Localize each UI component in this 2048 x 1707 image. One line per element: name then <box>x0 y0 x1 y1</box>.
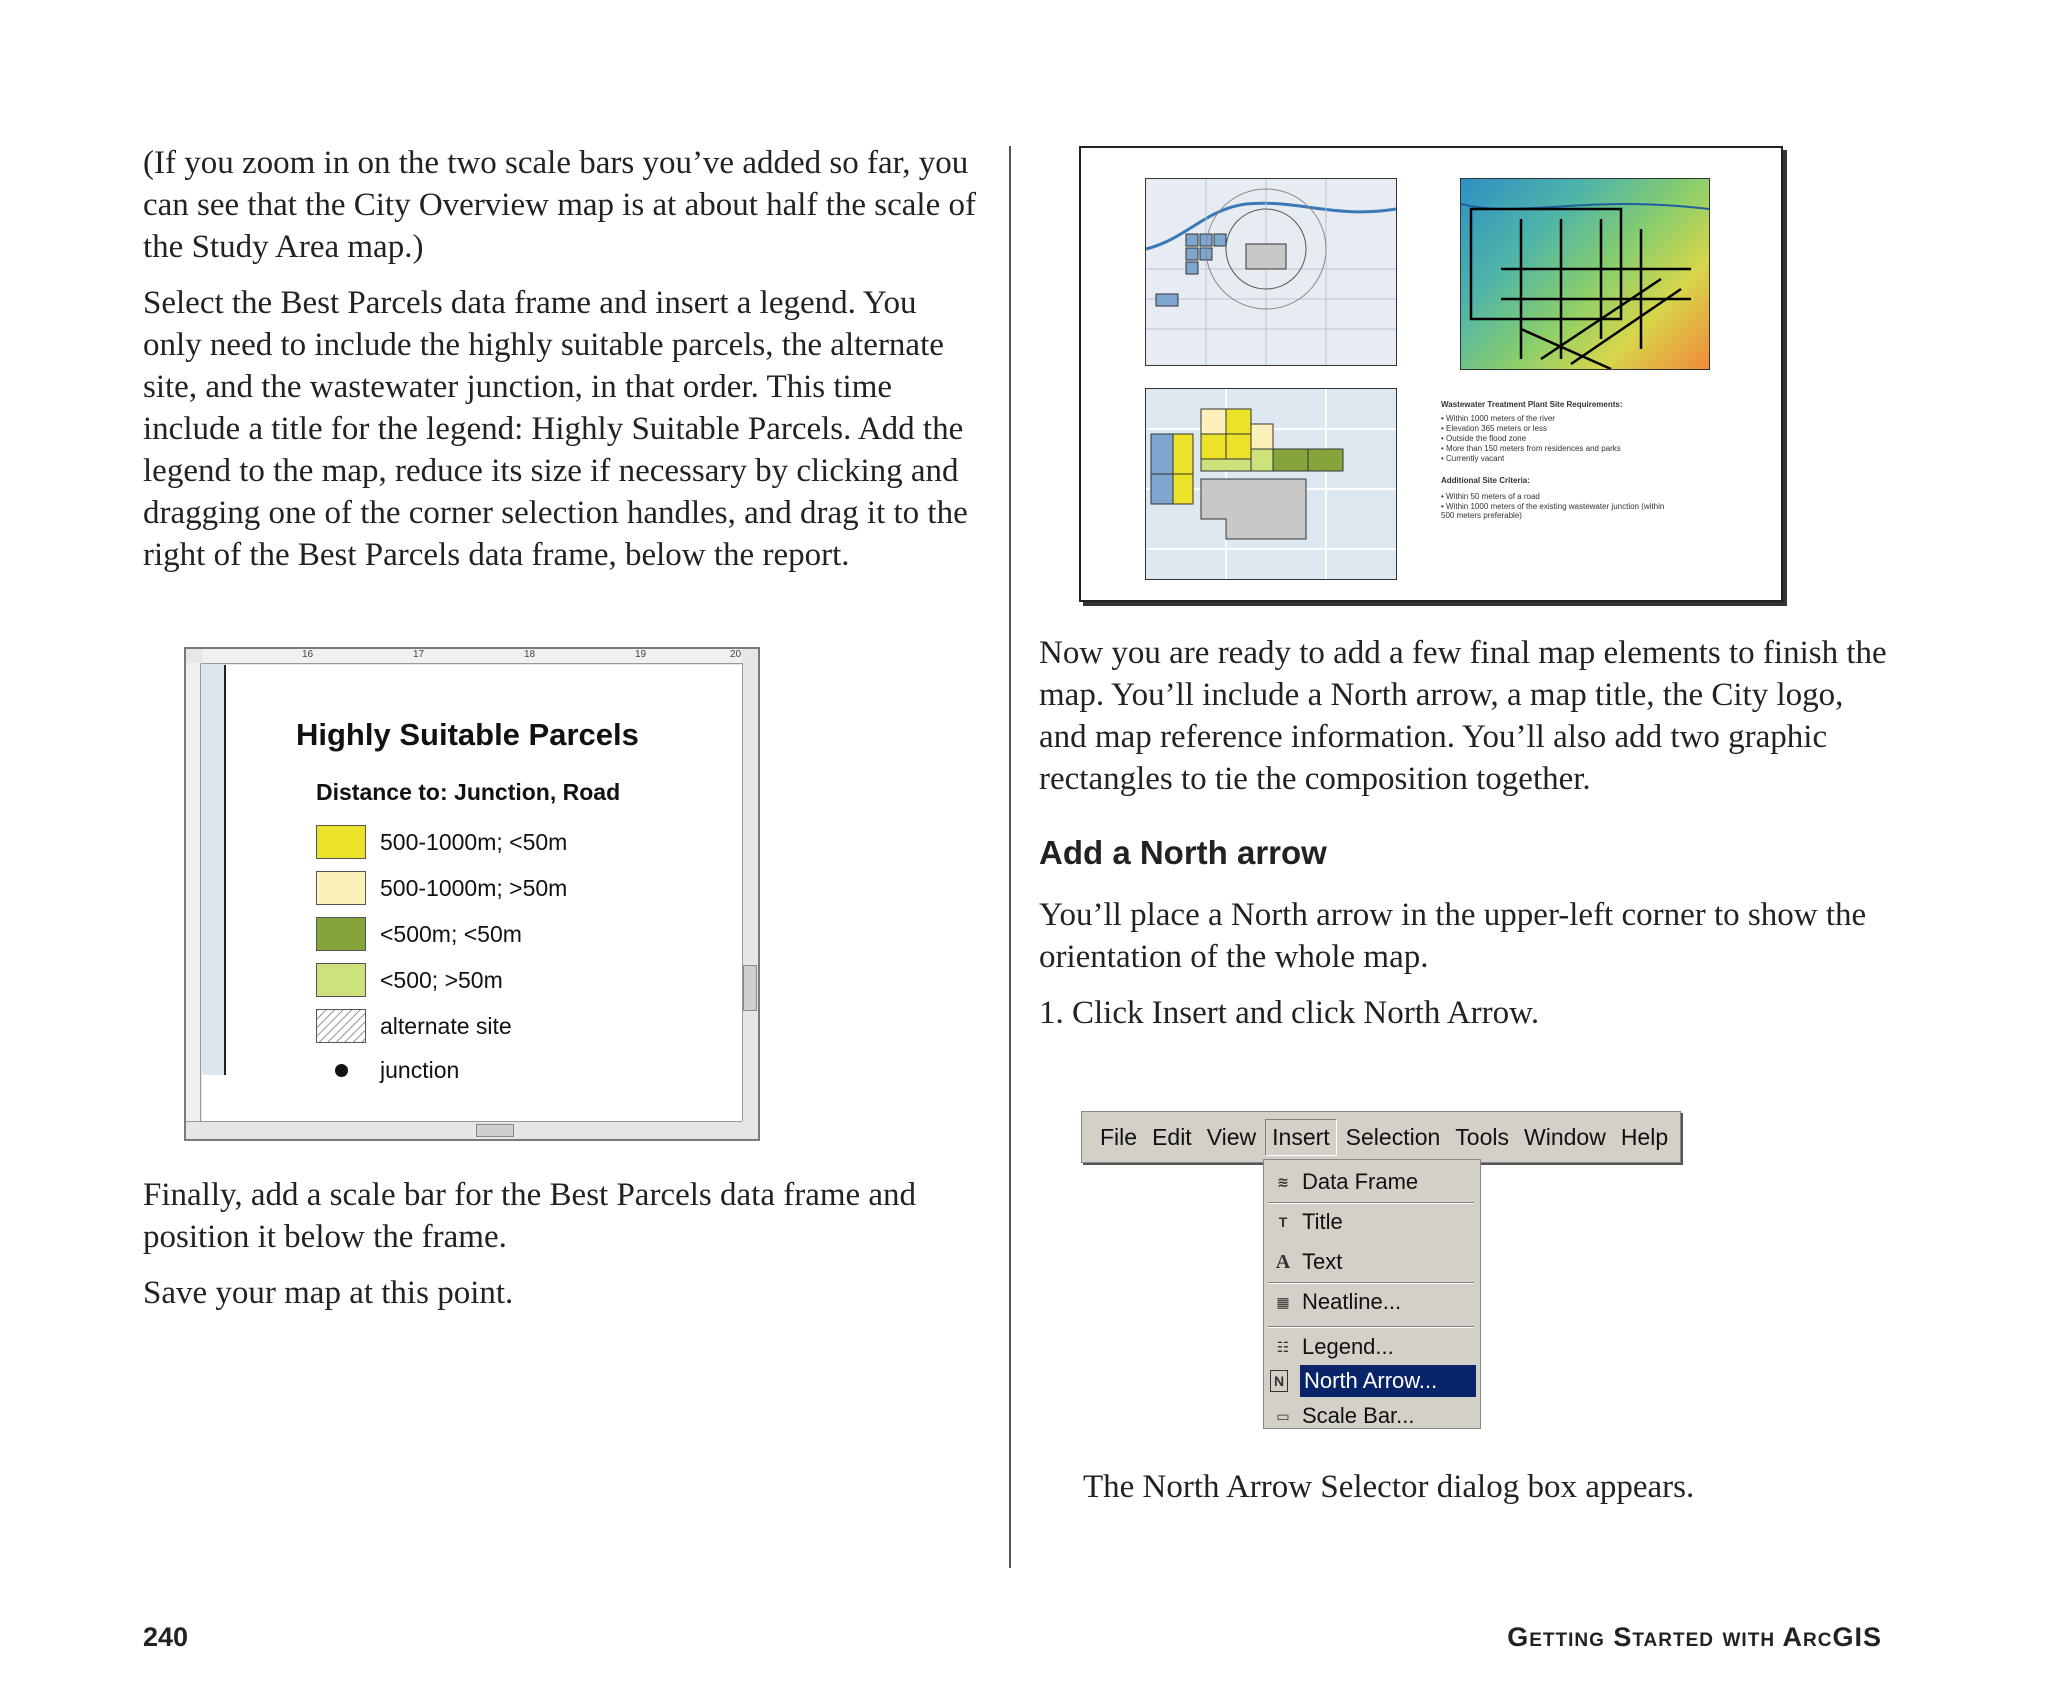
scroll-thumb[interactable] <box>476 1124 514 1137</box>
horizontal-ruler <box>202 649 742 664</box>
step-1: 1. Click Insert and click North Arrow. <box>1039 995 1540 1031</box>
additional-criteria-title: Additional Site Criteria: <box>1441 476 1530 485</box>
paragraph-north-arrow: You’ll place a North arrow in the upper-left corner to show the orientation of the whole map. <box>1039 897 1867 975</box>
map-layout-preview <box>1079 146 1783 602</box>
paragraph-zoom-note: (If you zoom in on the two scale bars you’ve added so far, you can see that the City Overview map is at about half the scale of the Study Area map.) <box>143 145 976 265</box>
legend-item-label: junction <box>380 1056 460 1083</box>
menu-insert[interactable]: Insert <box>1265 1119 1337 1156</box>
ruler-tick: 19 <box>635 649 647 660</box>
section-heading: Add a North arrow <box>1039 834 1327 871</box>
menu-item-north-arrow[interactable] <box>1273 1365 1476 1397</box>
legend-icon: ☷ <box>1276 1338 1290 1355</box>
legend-item <box>316 1053 459 1087</box>
legend-item <box>316 825 567 859</box>
menu-item-label: Title <box>1302 1209 1343 1234</box>
paragraph-scale-bar: Finally, add a scale bar for the Best Parcels data frame and position it below the frame. <box>143 1177 917 1255</box>
menu-item-label: North Arrow... <box>1304 1368 1438 1393</box>
menu-item-label: Neatline... <box>1302 1289 1402 1314</box>
ruler-tick: 20 <box>730 649 742 660</box>
menu-separator <box>1268 1326 1474 1328</box>
caption-dialog-appears: The North Arrow Selector dialog box appears. <box>1083 1469 1695 1505</box>
legend-item-label: <500m; <50m <box>380 920 522 947</box>
scroll-thumb[interactable] <box>743 965 757 1011</box>
vertical-ruler <box>186 663 201 1121</box>
menu-help[interactable]: Help <box>1620 1123 1669 1150</box>
report-item: • Outside the flood zone <box>1441 434 1527 443</box>
title-icon: T <box>1278 1214 1288 1230</box>
menu-view[interactable]: View <box>1206 1123 1257 1150</box>
menu-edit[interactable]: Edit <box>1152 1123 1192 1150</box>
additional-criteria-item: • Within 50 meters of a road <box>1441 492 1540 501</box>
text-icon: A <box>1275 1250 1291 1273</box>
legend-canvas <box>202 665 742 1121</box>
column-divider <box>1009 146 1011 1568</box>
insert-dropdown-menu <box>1263 1159 1481 1429</box>
menu-item-neatline[interactable] <box>1266 1286 1476 1318</box>
additional-criteria-item: • Within 1000 meters of the existing wastewater junction (within 500 meters preferable) <box>1441 502 1665 520</box>
best-parcels-map <box>1146 389 1396 579</box>
legend-item <box>316 871 567 905</box>
legend-item <box>316 917 522 951</box>
menu-separator <box>1268 1202 1474 1204</box>
report-item: • Currently vacant <box>1441 454 1505 463</box>
legend-item-label: 500-1000m; >50m <box>380 874 568 901</box>
menu-item-data-frame[interactable] <box>1266 1166 1476 1198</box>
legend-item <box>316 963 503 997</box>
scale-bar-icon: ▭ <box>1276 1407 1290 1424</box>
legend-subtitle: Distance to: Junction, Road <box>316 779 621 805</box>
menu-item-text[interactable] <box>1266 1246 1476 1278</box>
legend-item-label: alternate site <box>380 1012 512 1039</box>
menu-window[interactable]: Window <box>1524 1123 1606 1150</box>
paragraph-final-elements: Now you are ready to add a few final map elements to finish the map. You’ll include a North arrow, a map title, the City logo, and map reference information. You’ll also add two graphic rectangles to tie the composition together. <box>1039 635 1887 797</box>
paragraph-insert-legend: Select the Best Parcels data frame and insert a legend. You only need to include the highly suitable parcels, the alternate site, and the wastewater junction, in that order. This time include a title for the legend: Highly Suitable Parcels. Add the legend to the map, reduce its size if necessary by clicking and dragging one of the corner selection handles, and drag it to the right of the Best Parcels data frame, below the report. <box>143 285 968 573</box>
legend-item-label: <500; >50m <box>380 966 503 993</box>
legend-swatch-hatched <box>316 1009 366 1043</box>
report-title: Wastewater Treatment Plant Site Requirements: <box>1441 400 1623 409</box>
data-frame-icon: ≋ <box>1277 1173 1289 1190</box>
menu-separator <box>1268 1282 1474 1284</box>
neatline-icon: ▦ <box>1276 1293 1290 1310</box>
study-area-map <box>1461 179 1709 369</box>
ruler-tick: 17 <box>413 649 425 660</box>
city-overview-frame <box>1145 178 1397 366</box>
menu-item-title[interactable] <box>1266 1206 1476 1238</box>
vertical-scrollbar[interactable] <box>742 663 758 1121</box>
menu-item-label: Legend... <box>1302 1334 1394 1359</box>
study-area-frame <box>1460 178 1710 370</box>
paragraph-save: Save your map at this point. <box>143 1275 514 1311</box>
menu-tools[interactable]: Tools <box>1455 1123 1509 1150</box>
legend-swatch <box>316 917 366 951</box>
legend-swatch <box>316 871 366 905</box>
ruler-tick: 18 <box>524 649 536 660</box>
junction-dot-icon <box>316 1053 366 1087</box>
city-overview-map <box>1146 179 1396 365</box>
report-item: • Elevation 365 meters or less <box>1441 424 1547 433</box>
report-item: • Within 1000 meters of the river <box>1441 414 1555 423</box>
menu-item-scale-bar[interactable] <box>1266 1400 1476 1432</box>
legend-layout-screenshot <box>184 647 760 1141</box>
north-arrow-icon: N <box>1270 1370 1288 1392</box>
legend-title[interactable]: Highly Suitable Parcels <box>296 717 639 752</box>
ruler-tick: 16 <box>302 649 314 660</box>
menu-item-label: Scale Bar... <box>1302 1403 1415 1428</box>
menu-item-label: Data Frame <box>1302 1169 1419 1194</box>
best-parcels-frame-edge <box>202 665 226 1075</box>
page-number: 240 <box>143 1622 189 1652</box>
menu-item-label: Text <box>1302 1249 1343 1274</box>
legend-item <box>316 1009 512 1043</box>
menu-item-legend[interactable] <box>1266 1331 1476 1363</box>
report-item: • More than 150 meters from residences and parks <box>1441 444 1621 453</box>
legend-swatch <box>316 963 366 997</box>
legend-swatch <box>316 825 366 859</box>
book-title: Getting Started with ArcGIS <box>1507 1622 1882 1652</box>
horizontal-scrollbar[interactable] <box>186 1121 742 1139</box>
menu-bar <box>1081 1111 1681 1163</box>
menu-selection[interactable]: Selection <box>1345 1123 1441 1150</box>
best-parcels-frame <box>1145 388 1397 580</box>
legend-item-label: 500-1000m; <50m <box>380 828 568 855</box>
menu-file[interactable]: File <box>1100 1123 1138 1150</box>
